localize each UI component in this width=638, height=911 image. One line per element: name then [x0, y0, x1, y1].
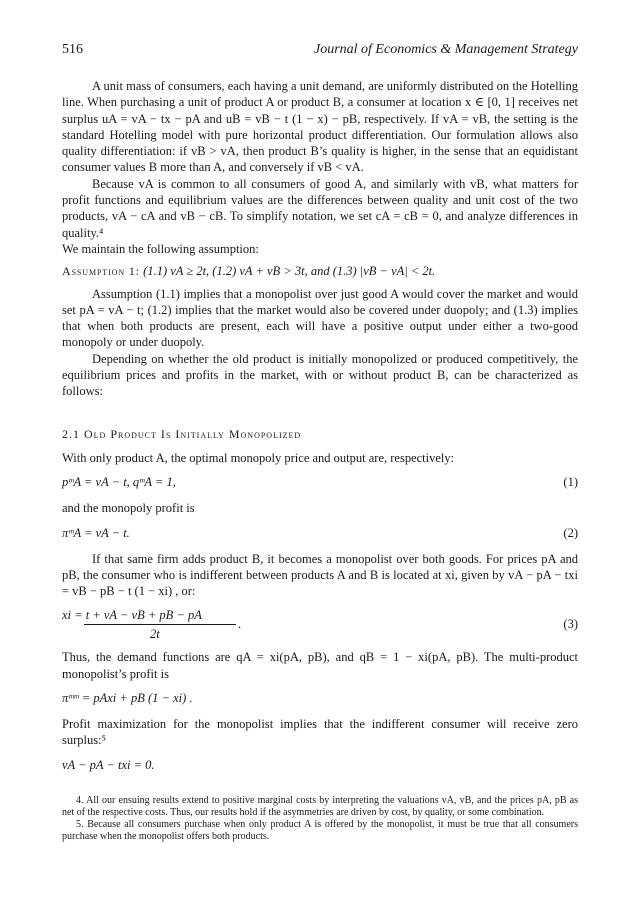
equation-3-denominator: 2t [150, 627, 160, 642]
equation-4-body: πᵐᵐ = pAxi + pB (1 − xi) . [62, 691, 193, 706]
equation-5 [62, 757, 578, 775]
paragraph-profit-intro: and the monopoly profit is [62, 501, 195, 516]
equation-1-number: (1) [563, 475, 578, 490]
paragraph-assumption-discussion: Assumption (1.1) implies that a monopolist over just good A would cover the market and would set pA = vA − t; (1.2) implies that the market would also be covered under duopoly; and (1.3) implies that when both products are present, each will have a positive output under either a two-good monopoly or under duopoly. [62, 286, 578, 350]
running-header [62, 42, 578, 60]
paragraph-monopoly-intro: With only product A, the optimal monopoly price and output are, respectively: [62, 450, 455, 465]
fraction-bar [84, 624, 236, 625]
assumption-text: (1.1) vA ≥ 2t, (1.2) vA + vB > 3t, and (1.3) |vB − vA| < 2t. [143, 264, 436, 279]
paragraph-characterization: Depending on whether the old product is initially monopolized or produced competitively, the equilibrium prices and profits in the market, with or without product B, can be characterized as follows: [62, 351, 578, 399]
paragraph-demand: Thus, the demand functions are qA = xi(pA, pB), and qB = 1 − xi(pA, pB). The multi-product monopolist’s profit is [62, 650, 578, 681]
equation-4 [62, 690, 578, 708]
equation-1 [62, 474, 578, 492]
paragraph-indifferent-consumer: If that same firm adds product B, it becomes a monopolist over both goods. For prices pA and pB, the consumer who is indifferent between products A and B is located at xi, given by vA − pA − txi = vB − pB − t (1 − xi) , or: [62, 551, 578, 599]
equation-3-numerator: t + vA − vB + pB − pA [85, 608, 202, 623]
equation-3 [62, 607, 578, 641]
paragraph-notation: Because vA is common to all consumers of good A, and similarly with vB, what matters for profit functions and equilibrium values are the differences between quality and unit cost of the two products, vA − cA and vB − cB. To simplify notation, we set cA = cB = 0, and analyze differences in quality.⁴ [62, 176, 578, 240]
equation-2-body: πᵐA = vA − t. [62, 525, 130, 540]
paragraph-profit-max: Profit maximization for the monopolist implies that the indifferent consumer will receive zero surplus:⁵ [62, 717, 578, 748]
equation-2 [62, 525, 578, 543]
paragraph-model-setup: A unit mass of consumers, each having a unit demand, are uniformly distributed on the Hotelling line. When purchasing a unit of product A or product B, a consumer at location x ∈ [0, 1] receives net surplus uA = vA − tx − pA and uB = vB − t (1 − x) − pB, respectively. If vA = vB, the setting is the standard Hotelling model with pure horizontal product differentiation. Our formulation allows also quality differentiation: if vB > vA, then product B’s quality is higher, in the sense that an equidistant consumer values B more than A, and conversely if vB < vA. [62, 79, 578, 175]
equation-1-body: pᵐA = vA − t, qᵐA = 1, [62, 475, 176, 490]
equation-5-body: vA − pA − txi = 0. [62, 757, 155, 772]
journal-title: Journal of Economics & Management Strategy [313, 42, 578, 57]
equation-3-number: (3) [563, 617, 578, 632]
assumption-1 [62, 263, 578, 279]
paragraph-assumption-intro: We maintain the following assumption: [62, 241, 259, 256]
section-heading: 2.1 Old Product Is Initially Monopolized [62, 426, 302, 441]
equation-2-number: (2) [563, 525, 578, 540]
body-text [62, 78, 578, 783]
page-number: 516 [62, 42, 83, 57]
equation-3-period: . [238, 617, 242, 632]
equation-3-numerator-line [62, 607, 202, 623]
footnote-5: 5. Because all consumers purchase when only product A is offered by the monopolist, it must be true that all consumers purchase when the monopolist offers both products. [62, 819, 578, 842]
footnotes [62, 795, 578, 843]
equation-3-lhs: xi = [62, 608, 83, 623]
assumption-label: Assumption 1: [62, 264, 141, 279]
footnote-4: 4. All our ensuing results extend to positive marginal costs by interpreting the valuations vA, vB, and the prices pA, pB as net of the respective costs. Thus, our results hold if the asymmetries are driven by cost, by quality, or some combination. [62, 795, 578, 818]
